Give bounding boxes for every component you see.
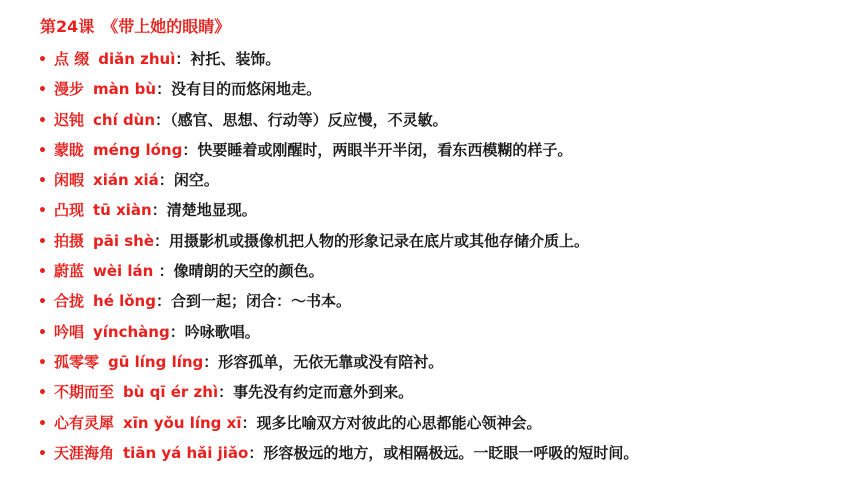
vocab-definition: 合到一起；闭合：～书本。 <box>170 292 351 311</box>
colon-separator: ： <box>155 292 171 311</box>
vocab-pinyin: xián xiá <box>93 171 159 190</box>
bullet-icon: • <box>38 294 47 311</box>
colon-separator: ： <box>169 322 185 341</box>
vocabulary-list <box>38 44 638 468</box>
vocab-item <box>38 165 638 195</box>
vocab-item <box>38 347 638 377</box>
colon-separator: ： <box>241 413 257 432</box>
colon-separator: ： <box>158 171 174 190</box>
vocab-item <box>38 44 638 74</box>
vocab-word: 不期而至 <box>54 383 115 402</box>
colon-separator: ： <box>156 80 172 99</box>
vocab-word: 迟钝 <box>54 110 85 129</box>
bullet-icon: • <box>38 203 47 220</box>
colon-separator: ： <box>203 352 219 371</box>
book-title: 《带上她的眼睛》 <box>102 17 231 36</box>
vocab-item <box>38 74 638 104</box>
vocab-item <box>38 256 638 286</box>
bullet-icon: • <box>38 142 47 159</box>
vocab-item <box>38 377 638 407</box>
vocab-definition: 用摄影机或摄像机把人物的形象记录在底片或其他存储介质上。 <box>169 231 590 250</box>
vocab-pinyin: chí dùn <box>93 110 156 129</box>
vocab-pinyin: xīn yǒu líng xī <box>123 413 242 432</box>
vocab-word: 点 缀 <box>54 50 90 68</box>
bullet-icon: • <box>38 385 47 402</box>
colon-separator: ： <box>218 383 234 402</box>
vocab-definition: 形容极远的地方，或相隔极远。一眨眼一呼吸的短时间。 <box>263 443 639 462</box>
lesson-title <box>40 14 230 37</box>
vocab-word: 蒙眬 <box>54 140 85 159</box>
vocab-word: 心有灵犀 <box>54 413 115 432</box>
vocab-pinyin: tū xiàn <box>93 201 152 220</box>
vocab-pinyin: màn bù <box>93 80 157 99</box>
vocab-definition: 事先没有约定而意外到来。 <box>233 383 414 402</box>
bullet-icon: • <box>38 233 47 250</box>
vocab-definition: 衬托、装饰。 <box>190 50 281 68</box>
vocab-definition: 快要睡着或刚醒时，两眼半开半闭，看东西模糊的样子。 <box>197 140 573 159</box>
vocab-word: 吟唱 <box>54 322 85 341</box>
vocab-item <box>38 105 638 135</box>
vocab-definition: 现多比喻双方对彼此的心思都能心领神会。 <box>256 413 542 432</box>
colon-separator: ： <box>154 231 170 250</box>
vocab-definition: （感官、思想、行动等）反应慢，不灵敏。 <box>170 110 448 129</box>
vocab-item <box>38 226 638 256</box>
bullet-icon: • <box>38 354 47 371</box>
vocab-pinyin: gū líng líng <box>108 352 204 371</box>
colon-separator: ： <box>182 140 198 159</box>
bullet-icon: • <box>38 324 47 341</box>
bullet-icon: • <box>38 112 47 129</box>
vocab-pinyin: pāi shè <box>93 231 155 250</box>
vocab-pinyin: tiān yá hǎi jiǎo <box>123 443 249 462</box>
bullet-icon: • <box>38 264 47 281</box>
vocab-pinyin: diǎn zhuì <box>98 50 176 68</box>
bullet-icon: • <box>38 82 47 99</box>
vocab-word: 凸现 <box>54 201 85 220</box>
vocab-pinyin: hé lǒng <box>93 292 156 311</box>
vocab-word: 蔚蓝 <box>54 262 85 281</box>
vocab-word: 漫步 <box>54 80 85 99</box>
vocab-definition: 形容孤单，无依无靠或没有陪衬。 <box>218 352 444 371</box>
vocab-pinyin: yínchàng <box>93 322 170 341</box>
vocab-word: 合拢 <box>54 292 85 311</box>
vocab-pinyin: wèi lán <box>93 262 159 281</box>
vocab-item <box>38 317 638 347</box>
vocab-item <box>38 438 638 468</box>
lesson-number: 第24课 <box>40 17 95 36</box>
vocab-word: 天涯海角 <box>54 443 115 462</box>
colon-separator: ： <box>248 443 264 462</box>
bullet-icon: • <box>38 173 47 190</box>
vocab-definition: 闲空。 <box>173 171 219 190</box>
bullet-icon: • <box>38 415 47 432</box>
vocab-definition: 清楚地显现。 <box>166 201 257 220</box>
vocab-word: 拍摄 <box>54 231 85 250</box>
vocab-definition: 没有目的而悠闲地走。 <box>171 80 322 99</box>
vocab-item <box>38 135 638 165</box>
vocab-word: 闲暇 <box>54 171 85 190</box>
bullet-icon: • <box>38 52 47 68</box>
colon-separator: ： <box>151 201 167 220</box>
colon-separator: ： <box>158 262 174 281</box>
vocab-pinyin: bù qī ér zhì <box>123 383 219 402</box>
colon-separator: ： <box>155 110 171 129</box>
vocab-pinyin: méng lóng <box>93 140 183 159</box>
bullet-icon: • <box>38 445 47 462</box>
vocab-word: 孤零零 <box>54 352 100 371</box>
vocab-definition: 吟咏歌唱。 <box>184 322 260 341</box>
vocab-item <box>38 286 638 316</box>
vocab-definition: 像晴朗的天空的颜色。 <box>173 262 324 281</box>
vocab-item <box>38 195 638 225</box>
colon-separator: ： <box>175 50 191 68</box>
vocab-item <box>38 408 638 438</box>
